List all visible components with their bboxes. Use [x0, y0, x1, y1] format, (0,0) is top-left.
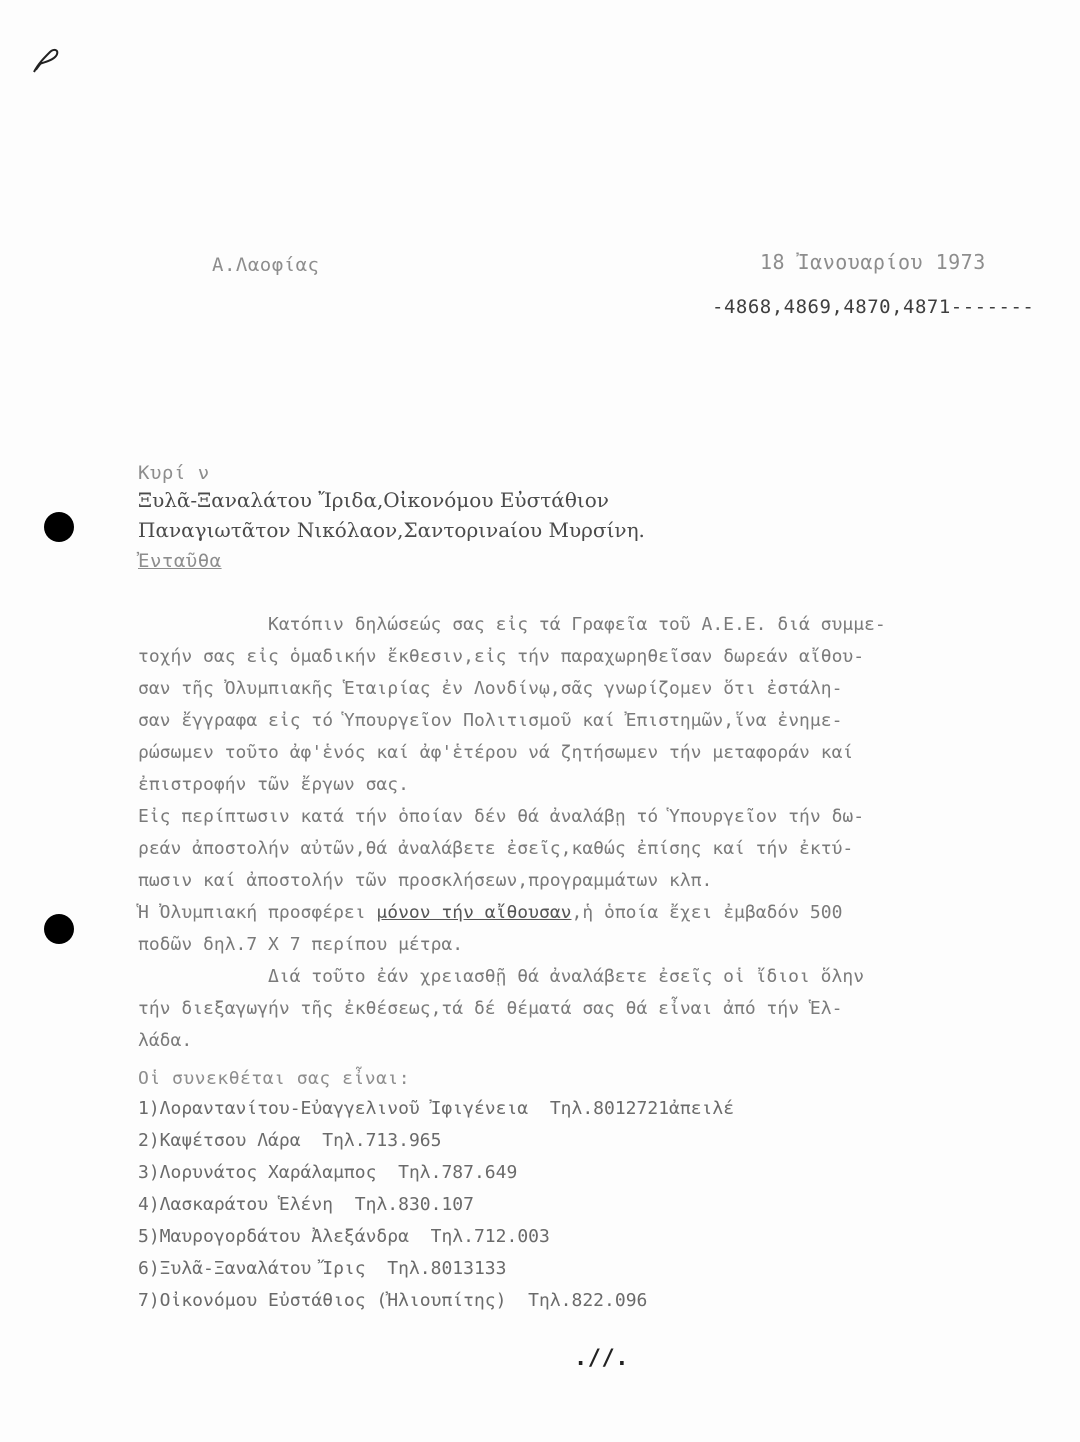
- contact-item: [138, 1258, 506, 1279]
- contact-phone: Τηλ.822.096: [528, 1290, 648, 1311]
- contact-name: 6)Ξυλᾶ-Ξαναλάτου Ἴρις: [138, 1258, 366, 1279]
- body-line: λάδα.: [138, 1030, 193, 1051]
- body-line: τοχήν σας εἰς ὁμαδικήν ἔκθεσιν,εἰς τήν παραχωρηθεῖσαν δωρεάν αἴθου-: [138, 646, 865, 667]
- punch-hole: [44, 512, 74, 542]
- contact-phone: Τηλ.8012721ἀπειλέ: [549, 1098, 735, 1119]
- contact-phone: Τηλ.8013133: [387, 1258, 507, 1279]
- contact-phone: Τηλ.830.107: [354, 1194, 474, 1215]
- body-line: ρώσωμεν τοῦτο ἀφ'ἑνός καί ἀφ'ἑτέρου νά ζητήσωμεν τήν μεταφοράν καί: [138, 742, 854, 763]
- body-line: [138, 902, 842, 923]
- body-text: Ἡ Ὀλυμπιακή προσφέρει: [138, 902, 377, 923]
- contact-item: [138, 1098, 734, 1119]
- contact-item: [138, 1162, 517, 1183]
- recipient-line: Παναγιωτᾶτον Νικόλαον,Σαντορινaίου Μυρσίνη.: [138, 518, 645, 542]
- contact-phone: Τηλ.713.965: [322, 1130, 442, 1151]
- body-line: Εἰς περίπτωσιν κατά τήν ὁποίαν δέν θά ἀναλάβῃ τό Ὑπουργεῖον τήν δω-: [138, 806, 865, 827]
- contact-name: 4)Λασκαράτου Ἑλένη: [138, 1194, 334, 1215]
- underlined-phrase: μόνον τήν αἴθουσαν: [376, 902, 572, 923]
- body-line: ρεάν ἀποστολήν αὐτῶν,θά ἀναλάβετε ἐσεῖς,καθώς ἐπίσης καί τήν ἐκτύ-: [138, 838, 854, 859]
- contact-item: [138, 1130, 441, 1151]
- contact-item: [138, 1226, 550, 1247]
- contact-item: [138, 1290, 647, 1311]
- page-marker: .//.: [574, 1346, 629, 1371]
- handwritten-mark: [30, 46, 66, 76]
- body-line: ποδῶν δηλ.7 Χ 7 περίπου μέτρα.: [138, 934, 464, 955]
- punch-hole: [44, 914, 74, 944]
- body-line: σαν τῆς Ὀλυμπιακῆς Ἑταιρίας ἐν Λονδίνῳ,σᾶς γνωρίζομεν ὅτι ἐστάλη-: [138, 678, 843, 699]
- body-line: σαν ἔγγραφα εἰς τό Ὑπουργεῖον Πολιτισμοῦ καί Ἐπιστημῶν,ἵνα ἐνημε-: [138, 710, 843, 731]
- contact-name: 5)Μαυρογορδάτου Ἀλεξάνδρα: [138, 1226, 409, 1247]
- body-text: ,ἡ ὁποία ἔχει ἐμβαδόν 500: [571, 902, 843, 923]
- contact-phone: Τηλ.787.649: [398, 1162, 518, 1183]
- letter-date: 18 Ἰανουαρίου 1973: [760, 250, 986, 274]
- contacts-label: Οἱ συνεκθέται σας εἶναι:: [138, 1068, 411, 1089]
- place-tag: Α.Λαοφίας: [212, 254, 320, 276]
- body-line: Διά τοῦτο ἐάν χρειασθῇ θά ἀναλάβετε ἐσεῖς οἱ ἴδιοι ὅλην: [268, 966, 865, 987]
- protocol-numbers: -4868,4869,4870,4871-------: [712, 296, 1035, 318]
- location-line: Ἐνταῦθα: [138, 550, 222, 572]
- body-line: ἐπιστροφήν τῶν ἔργων σας.: [138, 774, 409, 795]
- body-line: τήν διεξαγωγήν τῆς ἐκθέσεως,τά δέ θέματά σας θά εἶναι ἀπό τήν Ἑλ-: [138, 998, 843, 1019]
- contact-item: [138, 1194, 474, 1215]
- body-line: Κατόπιν δηλώσεώς σας εἰς τά Γραφεῖα τοῦ Α.Ε.Ε. διά συμμε-: [268, 614, 886, 635]
- contact-name: 2)Καψέτσου Λάρα: [138, 1130, 301, 1151]
- recipient-line: Ξυλᾶ-Ξαναλάτου Ἴριδα,Οἰκονόμου Εὐστάθιον: [138, 488, 609, 512]
- salutation: Κυρί ν: [138, 462, 210, 484]
- contact-phone: Τηλ.712.003: [430, 1226, 550, 1247]
- contact-name: 1)Λοραντανίτου-Εὐαγγελινοῦ Ἰφιγένεια: [138, 1098, 529, 1119]
- body-line: πωσιν καί ἀποστολήν τῶν προσκλήσεων,προγραμμάτων κλπ.: [138, 870, 713, 891]
- contact-name: 3)Λορυνάτος Χαράλαμπος: [138, 1162, 377, 1183]
- contact-name: 7)Οἰκονόμου Εὐστάθιος (Ἠλιουπίτης): [138, 1290, 507, 1311]
